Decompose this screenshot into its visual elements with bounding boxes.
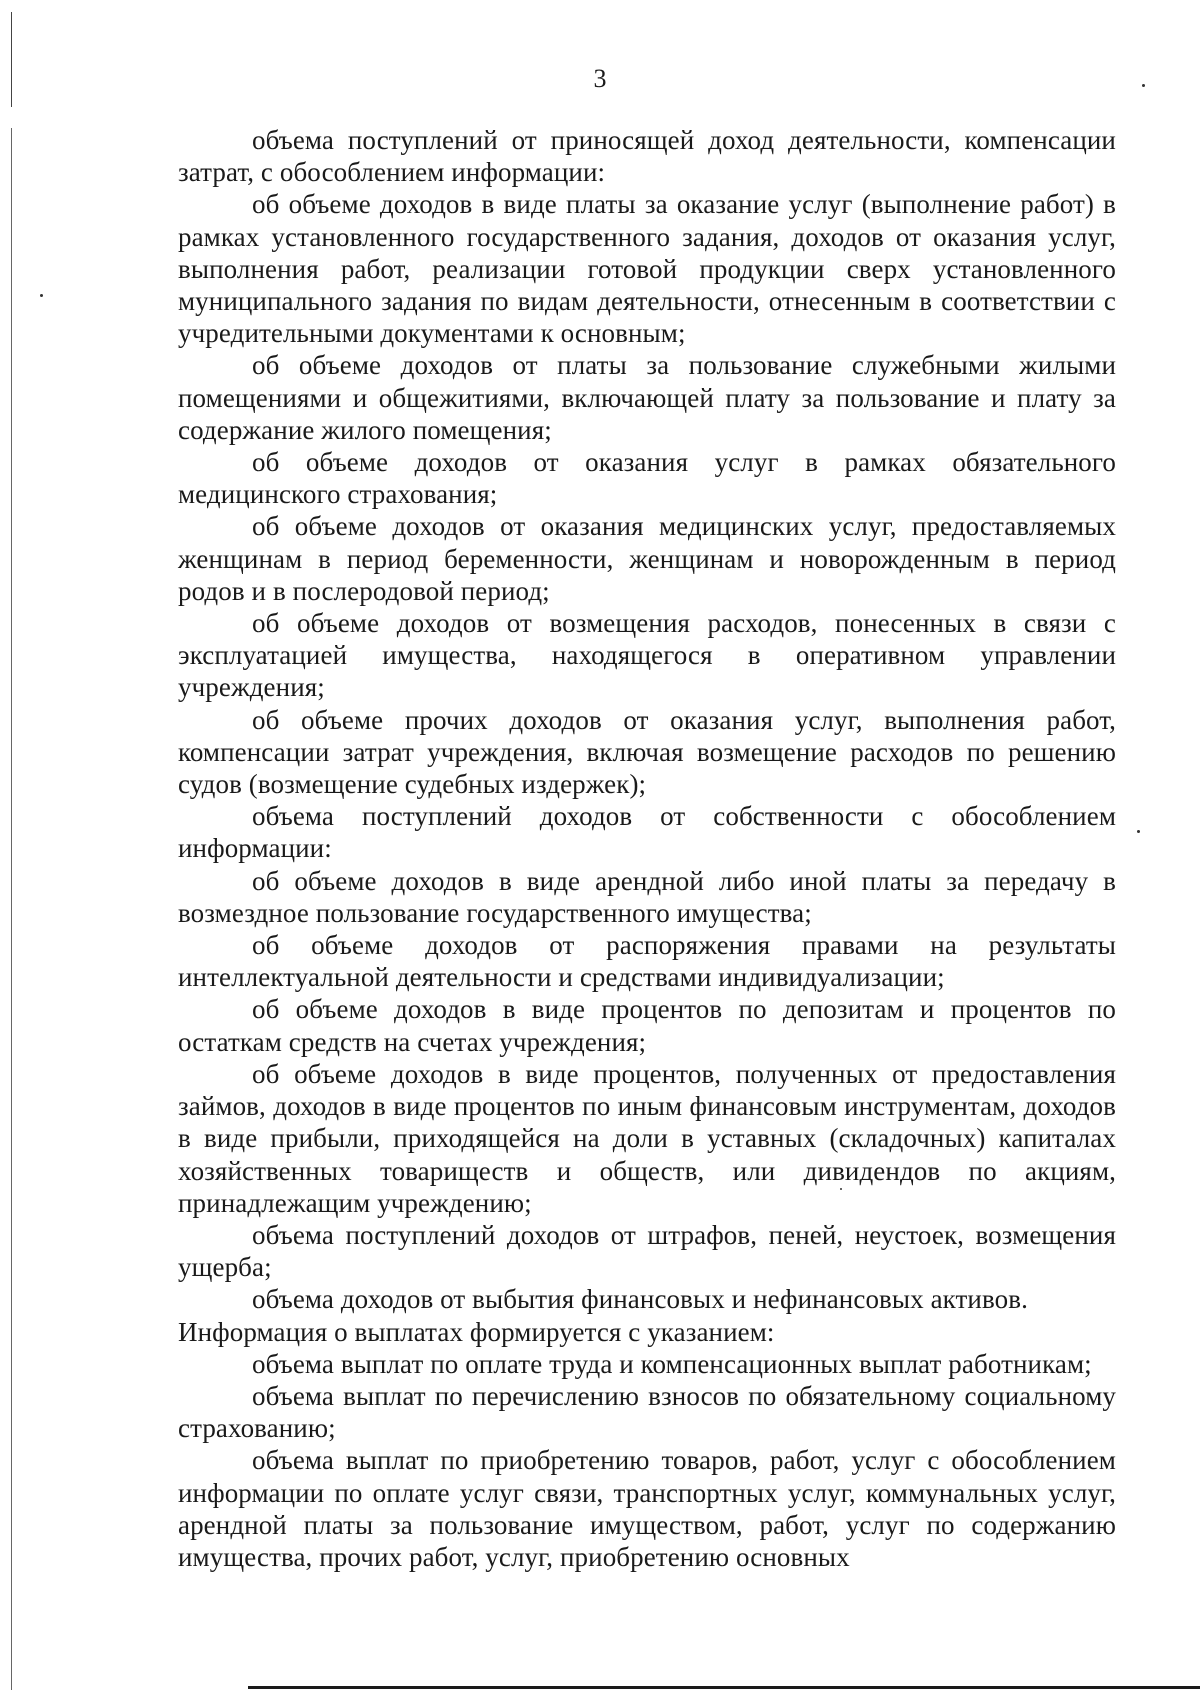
- paragraph: об объеме доходов от возмещения расходов, понесенных в связи с эксплуатацией имущества, находящегося в оперативном управлении учреждения;: [178, 608, 1116, 703]
- scan-margin-mark: [11, 128, 12, 1690]
- bottom-rule: [248, 1686, 1200, 1689]
- paragraph: об объеме доходов от оказания услуг в рамках обязательного медицинского страхования;: [178, 447, 1116, 510]
- paragraph: объема доходов от выбытия финансовых и нефинансовых активов.: [252, 1284, 1028, 1315]
- paragraph: об объеме доходов в виде процентов по депозитам и процентов по остаткам средств на счетах учреждения;: [178, 994, 1116, 1057]
- paragraph: объема поступлений доходов от штрафов, пеней, неустоек, возмещения ущерба;: [178, 1219, 1116, 1283]
- paragraph: об объеме доходов в виде процентов, полученных от предоставления займов, доходов в виде процентов по иным финансовым инструментам, доходов в виде прибыли, приходящейся на доли в уставных (складочных) капиталах хозяйственных товариществ и обществ, или дивидендов по акциям, принадлежащим учреждению;: [178, 1058, 1116, 1218]
- page-number: 3: [593, 64, 607, 93]
- paragraph: объема поступлений от приносящей доход деятельности, компенсации затрат, с обособлением информации:: [178, 125, 1116, 188]
- paragraph: об объеме доходов в виде арендной либо иной платы за передачу в возмездное пользование государственного имущества;: [178, 865, 1116, 928]
- document-body: [178, 124, 1116, 1573]
- paragraph: об объеме доходов от распоряжения правами на результаты интеллектуальной деятельности и средствами индивидуализации;: [178, 930, 1116, 993]
- paragraph: объема поступлений доходов от собственности с обособлением информации:: [178, 801, 1116, 864]
- paragraph: об объеме доходов в виде платы за оказание услуг (выполнение работ) в рамках установленного государственного задания, доходов от оказания услуг, выполнения работ, реализации готовой продукции сверх установленного муниципального задания по видам деятельности, отнесенным в соответствии с учредительными документами к основным;: [178, 189, 1116, 349]
- paragraph: об объеме прочих доходов от оказания услуг, выполнения работ, компенсации затрат учреждения, включая возмещение расходов по решению судов (возмещение судебных издержек);: [178, 704, 1116, 800]
- paragraph: об объеме доходов от платы за пользование служебными жилыми помещениями и общежитиями, включающей плату за пользование и плату за содержание жилого помещения;: [178, 350, 1116, 445]
- scan-speck: [1137, 830, 1140, 833]
- paragraph: Информация о выплатах формируется с указанием:: [178, 1316, 775, 1347]
- paragraph: объема выплат по перечислению взносов по обязательному социальному страхованию;: [178, 1380, 1116, 1444]
- scan-speck: [40, 294, 43, 297]
- paragraph: объема выплат по оплате труда и компенсационных выплат работникам;: [252, 1348, 1092, 1379]
- paragraph: об объеме доходов от оказания медицинских услуг, предоставляемых женщинам в период беременности, женщинам и новорожденным в период родов и в послеродовой период;: [178, 511, 1116, 606]
- paragraph: объема выплат по приобретению товаров, работ, услуг с обособлением информации по оплате услуг связи, транспортных услуг, коммунальных услуг, арендной платы за пользование имуществом, работ, услуг по содержанию имущества, прочих работ, услуг, приобретению основных: [178, 1445, 1116, 1572]
